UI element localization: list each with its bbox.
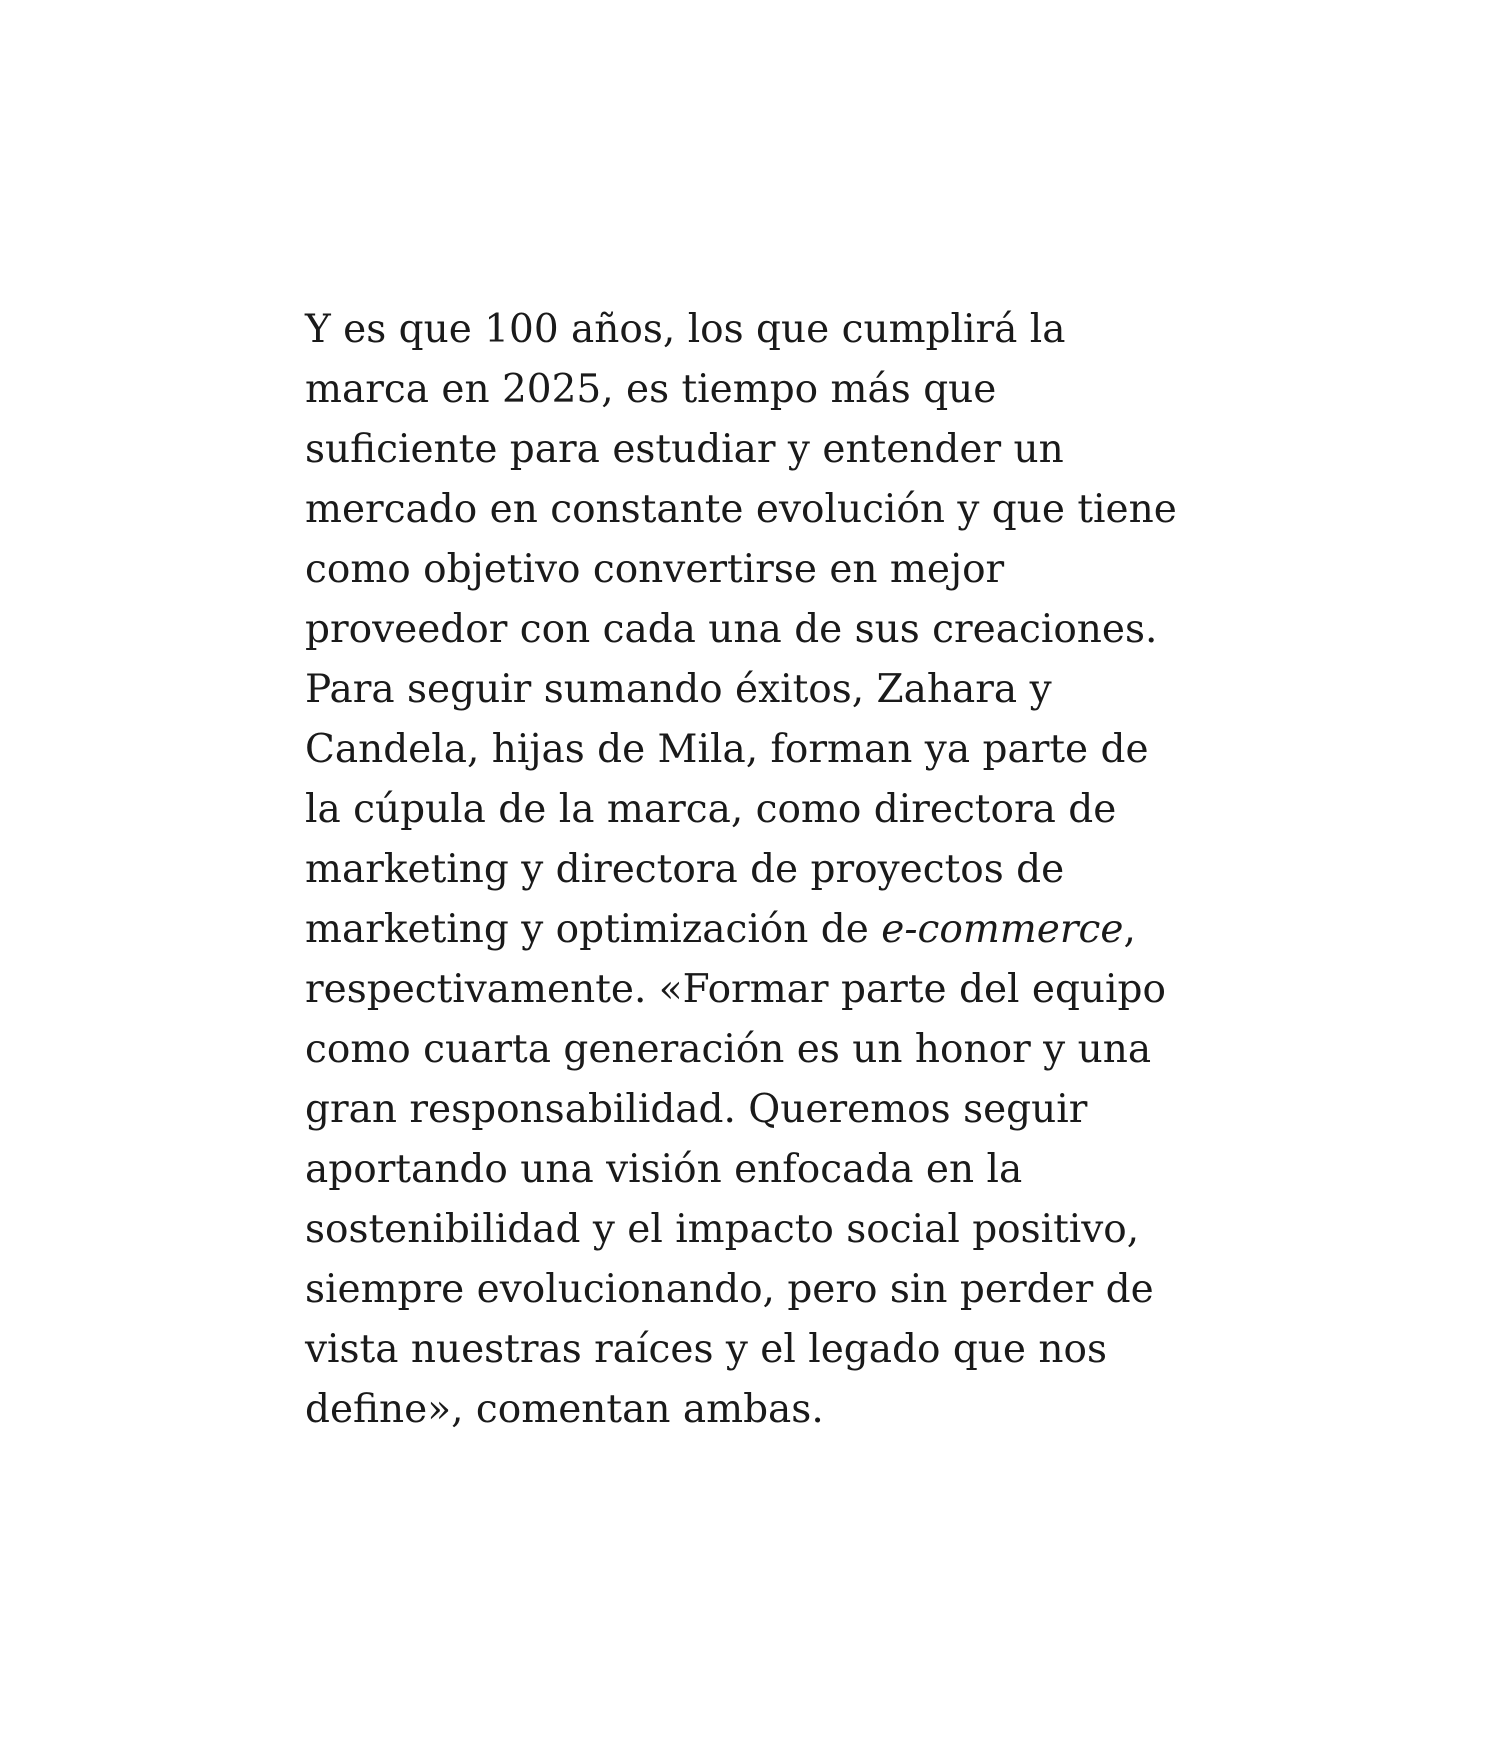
text-line <box>305 900 1225 960</box>
text-line: mercado en constante evolución y que tiene <box>305 487 1177 532</box>
text-line: proveedor con cada una de sus creaciones. <box>305 607 1158 652</box>
text-line: suficiente para estudiar y entender un <box>305 427 1064 472</box>
emphasis-term: e-commerce <box>881 907 1124 952</box>
text-line: aportando una visión enfocada en la <box>305 1147 1023 1192</box>
text-line-start: marketing y optimización de <box>305 907 882 952</box>
article-body <box>305 300 1225 1440</box>
text-line: respectivamente. «Formar parte del equipo <box>305 967 1166 1012</box>
text-line: como objetivo convertirse en mejor <box>305 547 1005 592</box>
text-line: siempre evolucionando, pero sin perder de <box>305 1267 1154 1312</box>
text-line: marketing y directora de proyectos de <box>305 847 1065 892</box>
text-line: Candela, hijas de Mila, forman ya parte de <box>305 727 1149 772</box>
text-line: Y es que 100 años, los que cumplirá la <box>305 307 1066 352</box>
text-line: sostenibilidad y el impacto social positivo, <box>305 1207 1140 1252</box>
text-line: marca en 2025, es tiempo más que <box>305 367 997 412</box>
emphasis-suffix: , <box>1123 907 1136 952</box>
text-line: Para seguir sumando éxitos, Zahara y <box>305 667 1052 712</box>
text-line: define», comentan ambas. <box>305 1387 824 1432</box>
text-line: la cúpula de la marca, como directora de <box>305 787 1117 832</box>
text-line: vista nuestras raíces y el legado que nos <box>305 1327 1108 1372</box>
text-line: como cuarta generación es un honor y una <box>305 1027 1152 1072</box>
text-line: gran responsabilidad. Queremos seguir <box>305 1087 1088 1132</box>
